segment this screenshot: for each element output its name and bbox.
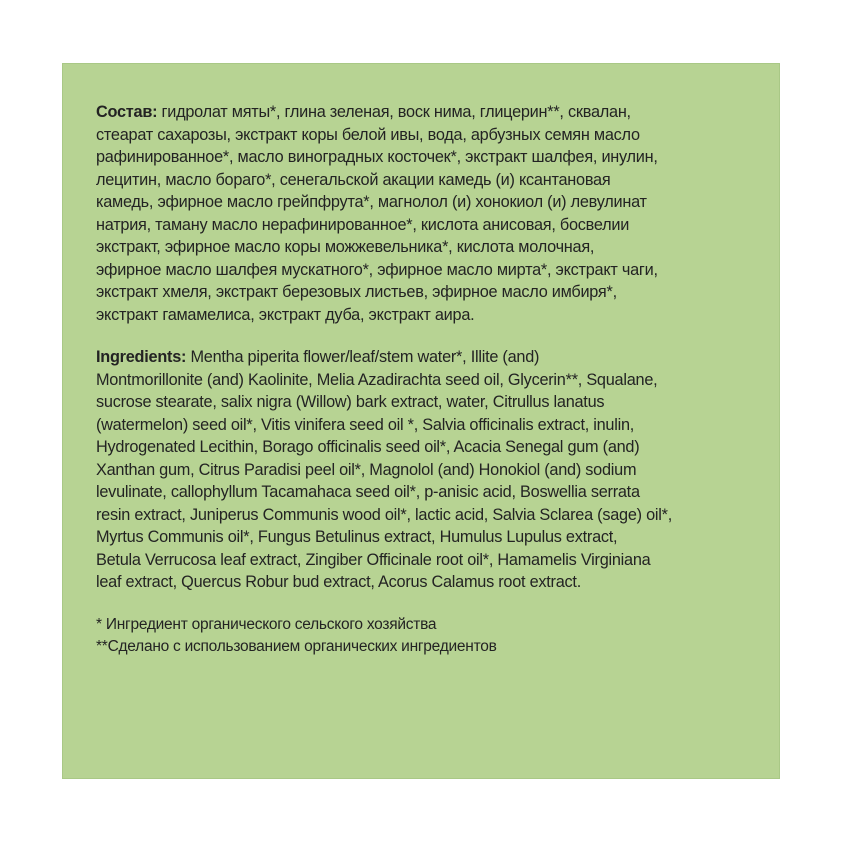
ingredients-label: Ingredients: <box>96 348 187 366</box>
sostav-line-1: Состав: гидролат мяты*, глина зеленая, воск нима, глицерин**, сквалан, <box>96 103 631 121</box>
section-spacer <box>96 326 776 346</box>
sostav-line-7: экстракт, эфирное масло коры можжевельника*, кислота молочная, <box>96 238 595 256</box>
ingredients-line-5: Hydrogenated Lecithin, Borago officinalis seed oil*, Acacia Senegal gum (and) <box>96 438 640 456</box>
sostav-line-9: экстракт хмеля, экстракт березовых листьев, эфирное масло имбиря*, <box>96 283 617 301</box>
ingredients-line-7: levulinate, callophyllum Tacamahaca seed oil*, p-anisic acid, Boswellia serrata <box>96 483 640 501</box>
sostav-line-5: камедь, эфирное масло грейпфрута*, магнолол (и) хонокиол (и) левулинат <box>96 193 647 211</box>
sostav-block <box>96 101 776 326</box>
ingredients-line-8: resin extract, Juniperus Communis wood oil*, lactic acid, Salvia Sclarea (sage) oil*, <box>96 505 672 524</box>
sostav-line-8: эфирное масло шалфея мускатного*, эфирное масло мирта*, экстракт чаги, <box>96 260 658 279</box>
sostav-line-10: экстракт гамамелиса, экстракт дуба, экстракт аира. <box>96 305 475 324</box>
footnotes <box>96 614 776 659</box>
ingredients-line-11: leaf extract, Quercus Robur bud extract, Acorus Calamus root extract. <box>96 573 581 591</box>
sostav-line-3: рафинированное*, масло виноградных косточек*, экстракт шалфея, инулин, <box>96 148 658 166</box>
sostav-line-2: стеарат сахарозы, экстракт коры белой ивы, вода, арбузных семян масло <box>96 125 640 144</box>
ingredients-line-3: sucrose stearate, salix nigra (Willow) bark extract, water, Citrullus lanatus <box>96 393 605 411</box>
ingredients-block <box>96 346 776 594</box>
footnote-organic: * Ингредиент органического сельского хозяйства <box>96 615 437 633</box>
sostav-line-6: натрия, таману масло нерафинированное*, кислота анисовая, босвелии <box>96 215 630 234</box>
ingredients-line-4: (watermelon) seed oil*, Vitis vinifera seed oil *, Salvia officinalis extract, inulin, <box>96 415 635 434</box>
ingredients-line-10: Betula Verrucosa leaf extract, Zingiber Officinale root oil*, Hamamelis Virginiana <box>96 550 651 569</box>
ingredients-text-area <box>96 101 776 659</box>
sostav-line-4: лецитин, масло бораго*, сенегальской акации камедь (и) ксантановая <box>96 170 611 189</box>
sostav-label: Состав: <box>96 103 158 121</box>
ingredients-panel <box>62 63 780 779</box>
ingredients-line-9: Myrtus Communis oil*, Fungus Betulinus extract, Humulus Lupulus extract, <box>96 528 618 546</box>
ingredients-line-1: Ingredients: Mentha piperita flower/leaf/stem water*, Illite (and) <box>96 348 540 366</box>
ingredients-line-6: Xanthan gum, Citrus Paradisi peel oil*, Magnolol (and) Honokiol (and) sodium <box>96 460 637 479</box>
footnote-made-with-organic: **Сделано с использованием органических ингредиентов <box>96 638 497 655</box>
ingredients-line-2: Montmorillonite (and) Kaolinite, Melia Azadirachta seed oil, Glycerin**, Squalane, <box>96 370 658 389</box>
